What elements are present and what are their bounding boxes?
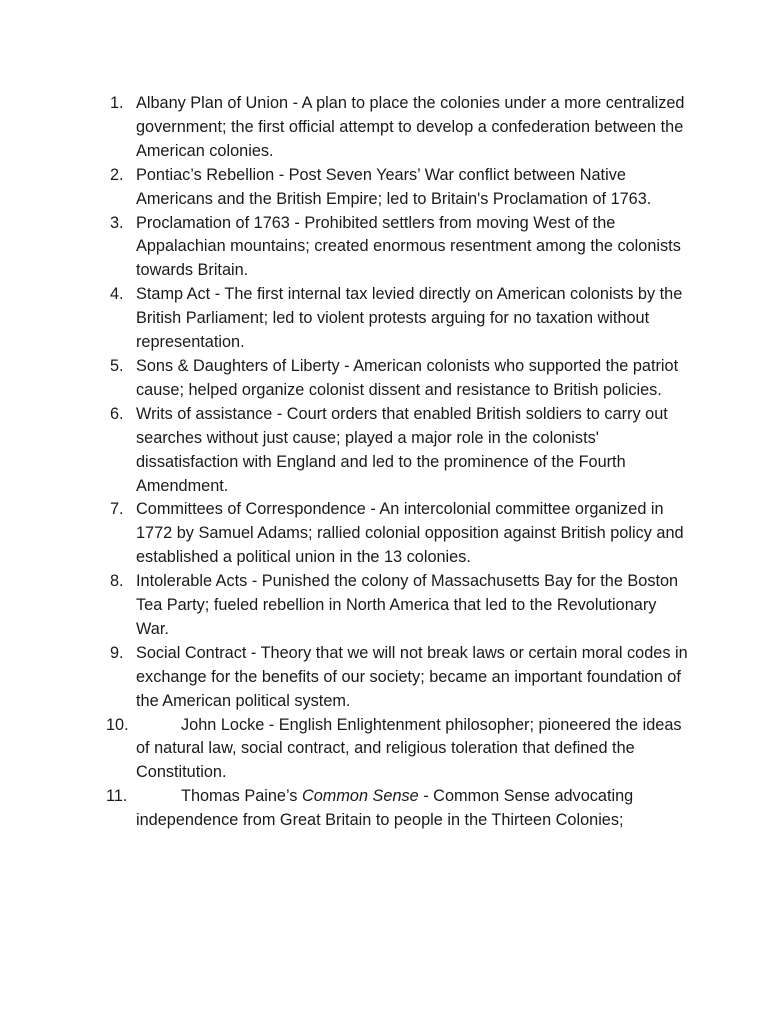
list-item — [110, 92, 690, 164]
list-item — [110, 570, 690, 642]
list-number: 2. — [110, 165, 124, 184]
list-number: 4. — [110, 285, 124, 304]
book-title: Common Sense — [301, 787, 419, 806]
list-number: 7. — [110, 500, 124, 519]
list-number: 8. — [110, 572, 124, 591]
list-item — [110, 164, 690, 212]
list-text: Stamp Act - The first internal tax levied directly on American colonists by the British Parliament; led to violent protests arguing for no taxation without representation. — [136, 285, 683, 352]
list-item — [110, 498, 690, 570]
list-number: 10. — [106, 715, 129, 734]
list-item — [106, 785, 690, 833]
list-text: Pontiac’s Rebellion - Post Seven Years’ War conflict between Native Americans and the British Empire; led to Britain's Proclamation of 1763. — [136, 165, 652, 208]
list-text: Proclamation of 1763 - Prohibited settlers from moving West of the Appalachian mountains; created enormous resentment among the colonists towards Britain. — [136, 213, 681, 280]
list-text: Intolerable Acts - Punished the colony of Massachusetts Bay for the Boston Tea Party; fueled rebellion in North America that led to the Revolutionary War. — [136, 572, 679, 638]
list-text-before: Thomas Paine’s — [181, 787, 302, 806]
list-text: Social Contract - Theory that we will not break laws or certain moral codes in exchange for the benefits of our society; became an important foundation of the American political system. — [136, 643, 688, 710]
list-number: 3. — [110, 213, 124, 232]
numbered-list — [106, 92, 690, 833]
list-item — [110, 212, 690, 284]
list-number: 5. — [110, 356, 124, 375]
list-number: 1. — [110, 94, 124, 112]
list-text: John Locke - English Enlightenment philosopher; pioneered the ideas of natural law, social contract, and religious toleration that defined the Constitution. — [136, 715, 682, 782]
list-text: Albany Plan of Union - A plan to place the colonies under a more centralized government; the first official attempt to develop a confederation between the American colonies. — [136, 94, 685, 160]
list-number: 11. — [106, 787, 128, 806]
list-text: Writs of assistance - Court orders that enabled British soldiers to carry out searches without just cause; played a major role in the colonists' dissatisfaction with England and led to the prominence of the Fourth Amendment. — [136, 404, 668, 495]
list-text: Committees of Correspondence - An intercolonial committee organized in 1772 by Samuel Adams; rallied colonial opposition against British policy and established a political union in the 13 colonies. — [136, 500, 684, 567]
list-text-after: - Common Sense advocating independence from Great Britain to people in the Thirteen Colonies; — [136, 787, 634, 830]
list-item — [110, 642, 690, 714]
list-item — [110, 403, 690, 499]
list-number: 9. — [110, 643, 124, 662]
list-item — [110, 355, 690, 403]
list-number: 6. — [110, 404, 124, 423]
list-item — [106, 714, 690, 786]
list-item — [110, 283, 690, 355]
list-text: Sons & Daughters of Liberty - American colonists who supported the patriot cause; helped organize colonist dissent and resistance to British policies. — [136, 356, 679, 399]
